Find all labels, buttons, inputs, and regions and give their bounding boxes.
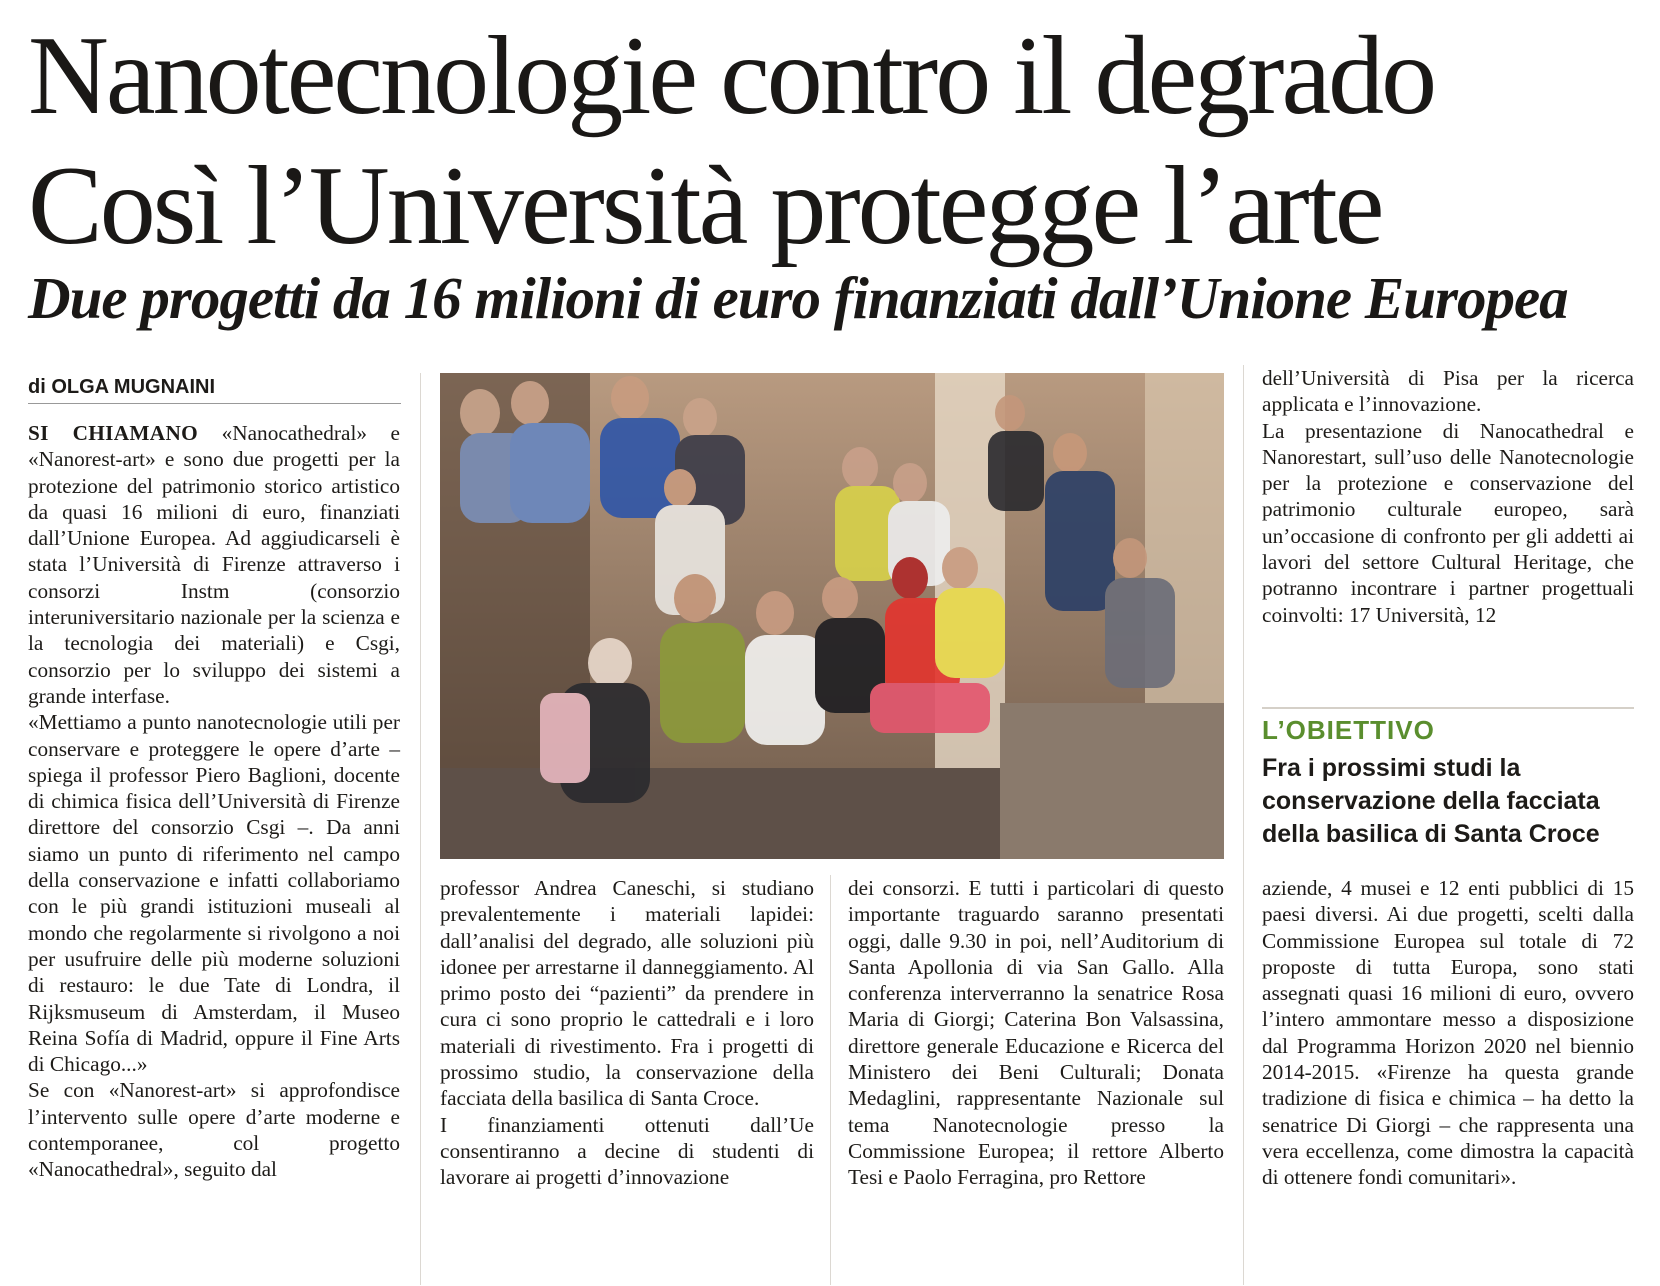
paragraph: aziende, 4 musei e 12 enti pubblici di 15 paesi diversi. Ai due progetti, scelti dalla Commissione Europea sul totale di 72 proposte di tutta Europa, sono stati assegnati quasi 16 milioni di euro, ovvero l’intero ammontare messo a disposizione dal Programma Horizon 2020 nel biennio 2014-2015. «Firenze ha questa grande tradizione di fisica e chimica – ha detto la senatrice Di Giorgi – che rappresenta una vera eccellenza, come dimostra la capacità di ottenere fondi comunitari». <box>1262 876 1634 1190</box>
headline-line-2: Così l’Università protegge l’arte <box>28 144 1382 268</box>
lead-words: SI CHIAMANO <box>28 421 199 445</box>
box-tag: L’OBIETTIVO <box>1262 715 1435 745</box>
column-divider <box>830 875 831 1285</box>
column-2 <box>440 875 814 1191</box>
paragraph: professor Andrea Caneschi, si studiano prevalentemente i materiali lapidei: dall’analisi del degrado, alle soluzioni più idonee per arrestarne il danneggiamento. Al primo posto dei “pazienti” da prendere in cura ci sono proprio le cattedrali e i loro materiali di rivestimento. Fra i progetti di prossimo studio, la conservazione della facciata della basilica di Santa Croce. <box>440 876 814 1111</box>
headline-line-1: Nanotecnologie contro il degrado <box>28 14 1435 138</box>
byline: di OLGA MUGNAINI <box>28 376 401 404</box>
paragraph: Se con «Nanorest-art» si approfondisce l’intervento sulle opere d’arte moderne e contemporanee, col progetto «Nanocathedral», seguito dal <box>28 1078 400 1182</box>
crowd-photo <box>440 373 1224 859</box>
paragraph: «Mettiamo a punto nanotecnologie utili per conservare e proteggere le opere d’arte – spiega il professor Piero Baglioni, docente di chimica fisica dell’Università di Firenze direttore del consorzio Csgi –. Da anni siamo un punto di riferimento nel campo della conservazione e infatti collaboriamo con le più grandi istituzioni museali al mondo che regolarmente si rivolgono a noi per usufruire delle più moderne soluzioni di restauro: le due Tate di Londra, il Rijksmuseum di Amsterdam, il Museo Reina Sofía di Madrid, oppure il Fine Arts di Chicago...» <box>28 710 400 1077</box>
paragraph <box>28 420 400 709</box>
column-divider <box>1243 365 1244 1285</box>
subtitle: Due progetti da 16 milioni di euro finanziati dall’Unione Europea <box>28 265 1568 331</box>
highlight-box <box>1262 707 1634 851</box>
paragraph: I finanziamenti ottenuti dall’Ue consentiranno a decine di studenti di lavorare ai progetti d’innovazione <box>440 1112 814 1190</box>
column-3 <box>848 875 1224 1191</box>
column-1 <box>28 420 400 1183</box>
paragraph: dei consorzi. E tutti i particolari di questo importante traguardo saranno presentati oggi, dalle 9.30 in poi, nell’Auditorium di Santa Apollonia di via San Gallo. Alla conferenza interverranno la senatrice Rosa Maria di Giorgi; Caterina Bon Valsassina, direttore generale Educazione e Ricerca del Ministero dei Beni Culturali; Donata Medaglini, rappresentante Nazionale sul tema Nanotecnologie presso la Commissione Europea; il rettore Alberto Tesi e Paolo Ferragina, pro Rettore <box>848 876 1224 1190</box>
paragraph: dell’Università di Pisa per la ricerca applicata e l’innovazione. <box>1262 366 1634 417</box>
paragraph: La presentazione di Nanocathedral e Nanorestart, sull’uso delle Nanotecnologie per la protezione e conservazione del patrimonio culturale europeo, sarà un’occasione di confronto per gli addetti ai lavori del settore Cultural Heritage, che potranno incontrare i partner progettuali coinvolti: 17 Università, 12 <box>1262 418 1634 627</box>
column-4-top <box>1262 365 1634 628</box>
crowd-photo-illustration <box>440 373 1224 859</box>
paragraph-text: «Nanocathedral» e «Nanorest-art» e sono due progetti per la protezione del patrimonio storico artistico da quasi 16 milioni di euro, finanziati dall’Unione Europea. Ad aggiudicarseli è stata l’Università di Firenze attraverso i consorzi Instm (consorzio interuniversitario nazionale per la scienza e la tecnologia dei materiali) e Csgi, consorzio per lo sviluppo dei sistemi a grande interfase. <box>28 421 401 708</box>
box-title: Fra i prossimi studi la conservazione della facciata della basilica di Santa Croce <box>1262 754 1600 848</box>
column-4-bottom <box>1262 875 1634 1191</box>
column-divider <box>420 373 421 1285</box>
